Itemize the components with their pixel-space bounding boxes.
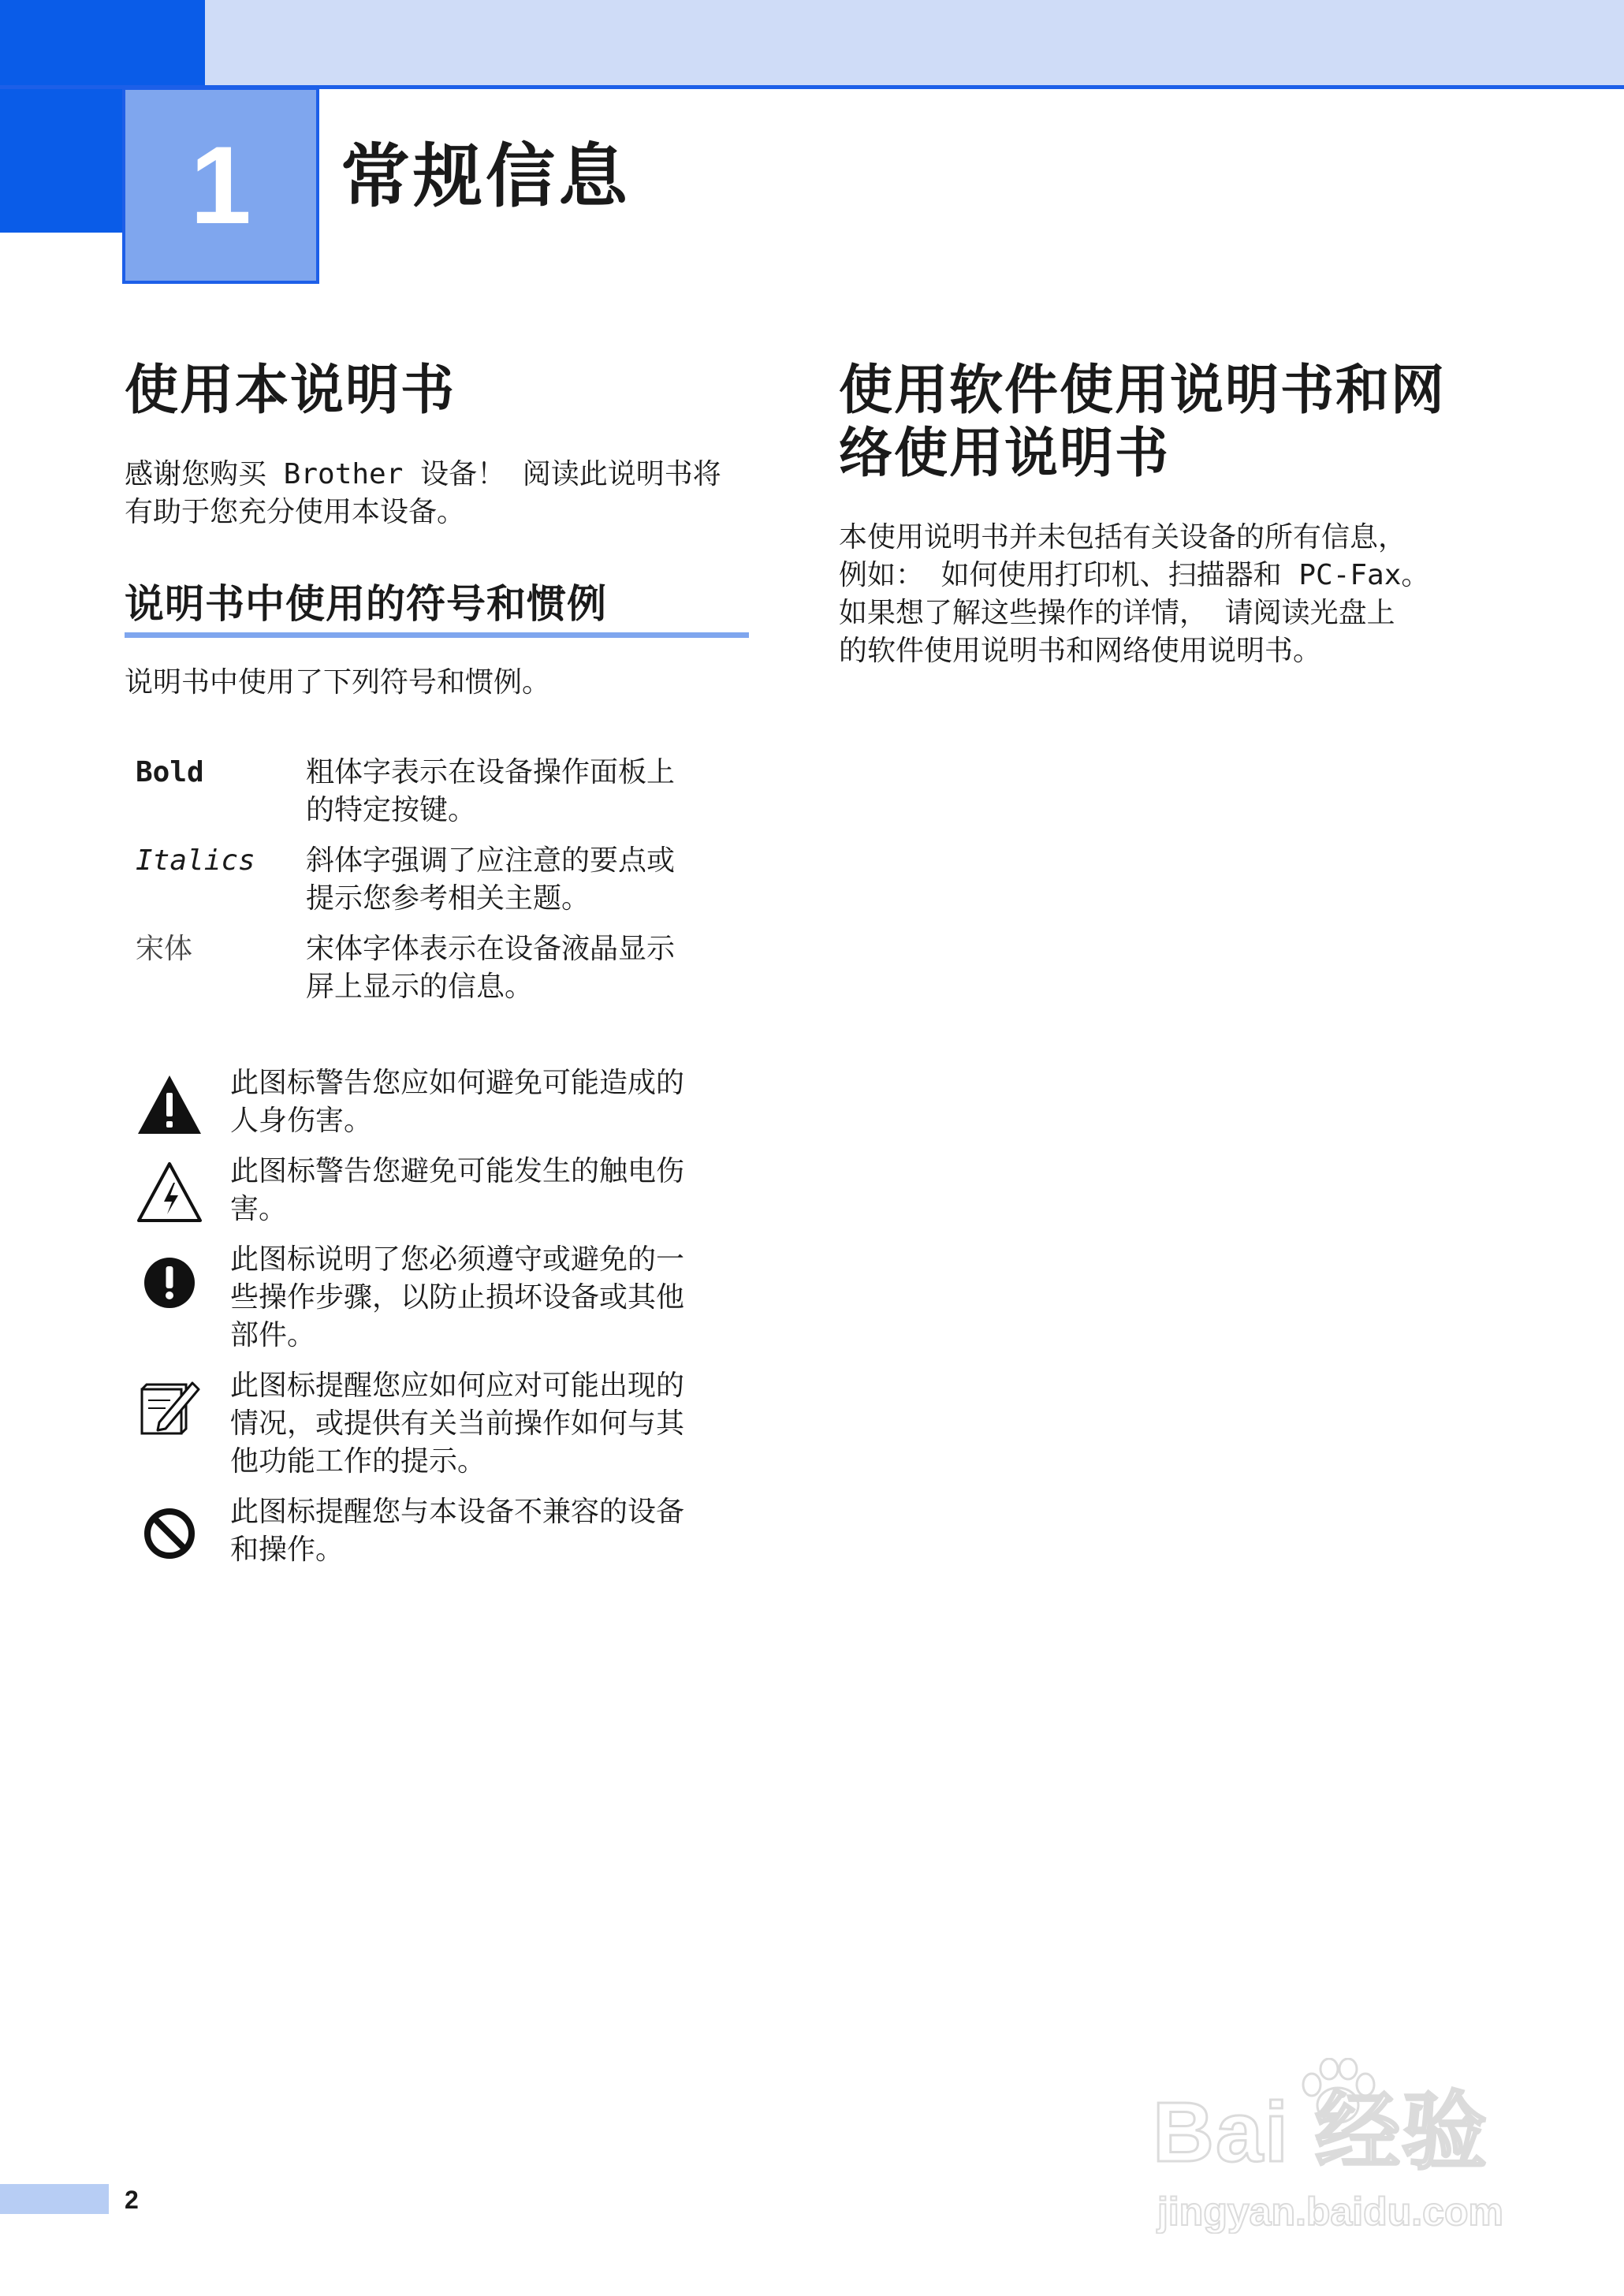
icon-note-warning: 此图标警告您应如何避免可能造成的 人身伤害。 [230, 1067, 685, 1137]
symbols-intro: 说明书中使用了下列符号和惯例。 [125, 666, 551, 699]
section-title-software-manual: 使用软件使用说明书和网 络使用说明书 [839, 360, 1447, 485]
note-pencil-icon [136, 1372, 203, 1440]
footer-bar [0, 2184, 109, 2214]
subsection-rule [125, 632, 749, 638]
section-title-using-manual: 使用本说明书 [125, 360, 456, 422]
caution-exclamation-icon [136, 1249, 203, 1317]
icon-note-electric: 此图标警告您避免可能发生的触电伤 害。 [230, 1155, 685, 1225]
prohibited-icon [136, 1500, 203, 1567]
icon-note-tip: 此图标提醒您应如何应对可能出现的 情况，或提供有关当前操作如何与其 他功能工作的提示。 [230, 1370, 685, 1478]
warning-triangle-icon [136, 1072, 203, 1140]
watermark-brand: Bai 经验 [1153, 2084, 1489, 2179]
watermark-site: jingyan.baidu.com [1157, 2190, 1503, 2234]
convention-term-italic: Italics [136, 844, 255, 877]
icon-note-caution: 此图标说明了您必须遵守或避免的一 些操作步骤，以防止损坏设备或其他 部件。 [230, 1243, 685, 1351]
electrical-hazard-icon [136, 1159, 203, 1227]
chapter-number-box [122, 87, 319, 284]
icon-note-prohibited: 此图标提醒您与本设备不兼容的设备 和操作。 [230, 1496, 685, 1566]
convention-desc-bold: 粗体字表示在设备操作面板上 的特定按键。 [306, 756, 676, 826]
baidu-watermark [1153, 2058, 1563, 2239]
convention-desc-italic: 斜体字强调了应注意的要点或 提示您参考相关主题。 [306, 844, 676, 915]
chapter-title: 常规信息 [341, 136, 631, 217]
convention-term-songti: 宋体 [136, 933, 193, 965]
page-number: 2 [125, 2186, 139, 2214]
subsection-title-symbols: 说明书中使用的符号和惯例 [125, 581, 607, 627]
top-header-band [0, 0, 1624, 87]
convention-term-bold: Bold [136, 756, 204, 788]
software-manual-paragraph: 本使用说明书并未包括有关设备的所有信息， 例如： 如何使用打印机、扫描器和 PC-Fax。 如果想了解这些操作的详情， 请阅读光盘上 的软件使用说明书和网络使用说明书。 [839, 521, 1430, 667]
chapter-number: 1 [190, 123, 251, 247]
convention-desc-songti: 宋体字体表示在设备液晶显示 屏上显示的信息。 [306, 933, 676, 1003]
section-intro-paragraph: 感谢您购买 Brother 设备！ 阅读此说明书将 有助于您充分使用本设备。 [125, 458, 721, 528]
